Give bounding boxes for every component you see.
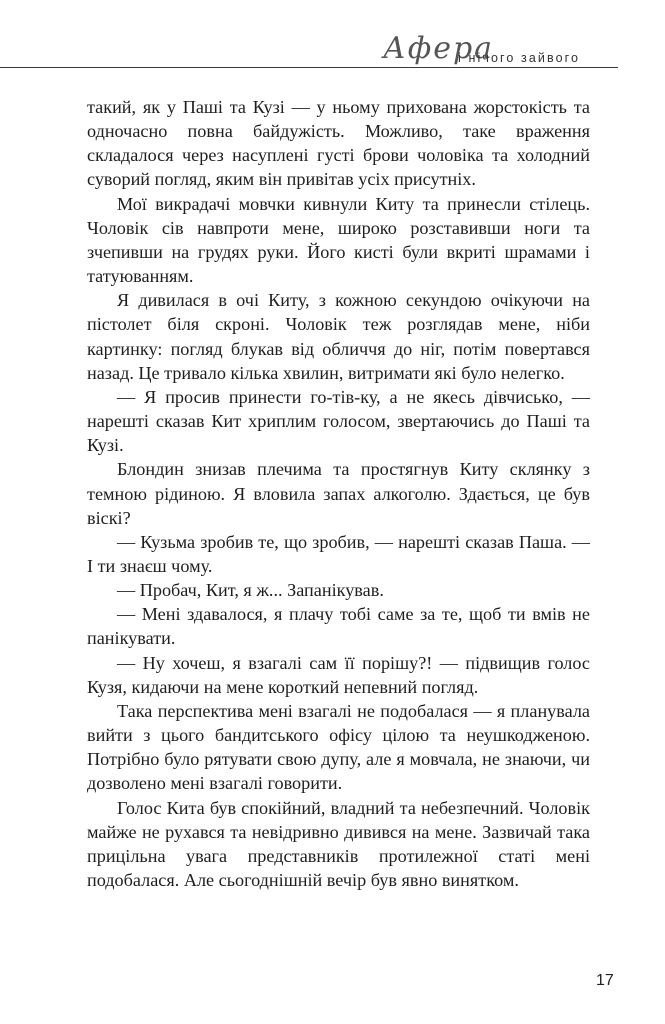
book-subtitle: і нічого зайвого bbox=[458, 51, 581, 65]
dialogue-line: — Ну хочеш, я взагалі сам її порішу?! — підвищив голос Кузя, кидаючи на мене короткий непевний погляд. bbox=[87, 652, 590, 697]
dialogue-line: — Я просив принести го-тів-ку, а не якесь дівчисько, — нарешті сказав Кит хриплим голосом, звертаючись до Паші та Кузі. bbox=[87, 386, 590, 456]
running-header bbox=[0, 0, 665, 72]
header-rule bbox=[0, 67, 618, 68]
paragraph: Така перспектива мені взагалі не подобалася — я планувала вийти з цього бандитського офісу цілою та неушкодженою. Потрібно було рятувати свою дупу, але я мовчала, не знаючи, чи дозволено мені взагалі говорити. bbox=[87, 700, 590, 794]
body-text bbox=[87, 95, 590, 892]
paragraph: Голос Кита був спокійний, владний та небезпечний. Чоловік майже не рухався та невідривно дивився на мене. Зазвичай така прицільна увага представників протилежної статі мені подобалася. Але сьогоднішній вечір був явно винятком. bbox=[87, 797, 590, 890]
dialogue-line: — Мені здавалося, я плачу тобі саме за те, щоб ти вмів не панікувати. bbox=[87, 604, 590, 649]
book-title-logo: Афера bbox=[383, 31, 495, 66]
dialogue-line: — Пробач, Кит, я ж... Запанікував. bbox=[117, 580, 384, 601]
paragraph: Мої викрадачі мовчки кивнули Киту та принесли стілець. Чоловік сів навпроти мене, широко розставивши ноги та зчепивши на грудях руки. Його кисті були вкриті шрамами і татуюванням. bbox=[87, 193, 590, 287]
paragraph: Блондин знизав плечима та простягнув Киту склянку з темною рідиною. Я вловила запах алкоголю. Здається, це був віскі? bbox=[87, 459, 590, 528]
paragraph-continuation: такий, як у Паші та Кузі — у ньому прихована жорстокість та одночасно повна байдужість. Можливо, таке враження складалося через насуплені густі брови чоловіка та холодний суворий погляд, яким він привітав усіх присутніх. bbox=[87, 97, 590, 190]
page-number: 17 bbox=[596, 972, 614, 989]
dialogue-line: — Кузьма зробив те, що зробив, — нарешті сказав Паша. — І ти знаєш чому. bbox=[87, 531, 590, 576]
paragraph: Я дивилася в очі Киту, з кожною секундою очікуючи на пістолет біля скроні. Чоловік теж розглядав мене, ніби картинку: погляд блукав від обличчя до ніг, потім повертався назад. Це тривало кілька хвилин, витримати які було нелегко. bbox=[87, 290, 590, 383]
